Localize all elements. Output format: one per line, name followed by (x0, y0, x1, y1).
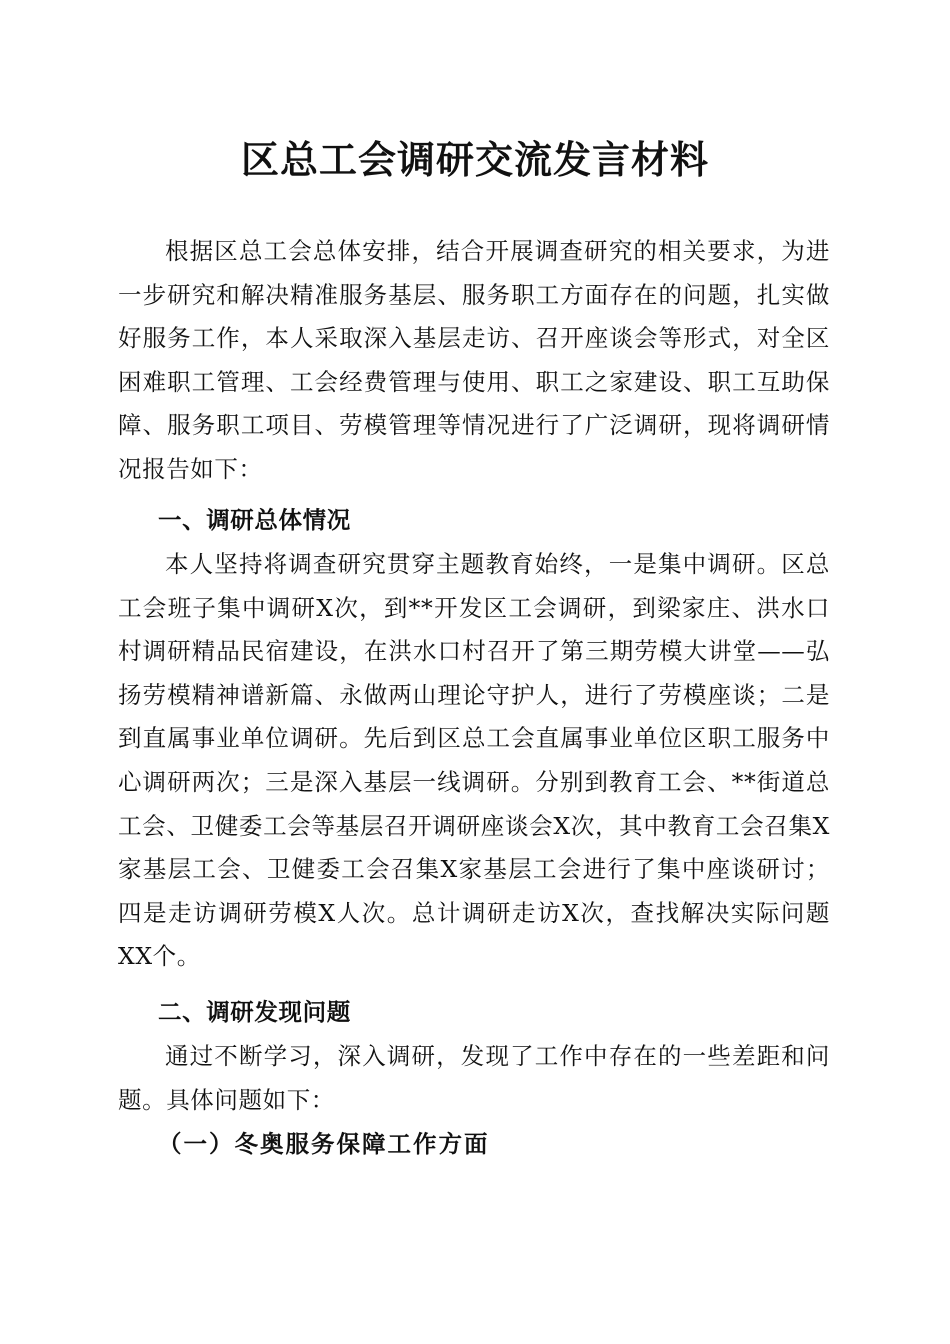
section-2-heading: 二、调研发现问题 (158, 998, 351, 1026)
section-1-paragraph: 本人坚持将调查研究贯穿主题教育始终，一是集中调研。区总工会班子集中调研X次，到**开发区工会调研，到梁家庄、洪水口村调研精品民宿建设，在洪水口村召开了第三期劳模大讲堂——弘扬劳模精神谱新篇、永做两山理论守护人，进行了劳模座谈；二是到直属事业单位调研。先后到区总工会直属事业单位区职工服务中心调研两次；三是深入基层一线调研。分别到教育工会、**街道总工会、卫健委工会等基层召开调研座谈会X次，其中教育工会召集X家基层工会、卫健委工会召集X家基层工会进行了集中座谈研讨；四是走访调研劳模X人次。总计调研走访X次，查找解决实际问题XX个。 (118, 550, 830, 971)
intro-paragraph: 根据区总工会总体安排，结合开展调查研究的相关要求，为进一步研究和解决精准服务基层、服务职工方面存在的问题，扎实做好服务工作，本人采取深入基层走访、召开座谈会等形式，对全区困难职工管理、工会经费管理与使用、职工之家建设、职工互助保障、服务职工项目、劳模管理等情况进行了广泛调研，现将调研情况报告如下： (118, 237, 830, 483)
subsection-1-heading: （一）冬奥服务保障工作方面 (158, 1130, 490, 1158)
section-2-paragraph: 通过不断学习，深入调研，发现了工作中存在的一些差距和问题。具体问题如下： (118, 1042, 830, 1114)
section-1-heading: 一、调研总体情况 (158, 506, 351, 534)
document-title: 区总工会调研交流发言材料 (240, 137, 709, 182)
